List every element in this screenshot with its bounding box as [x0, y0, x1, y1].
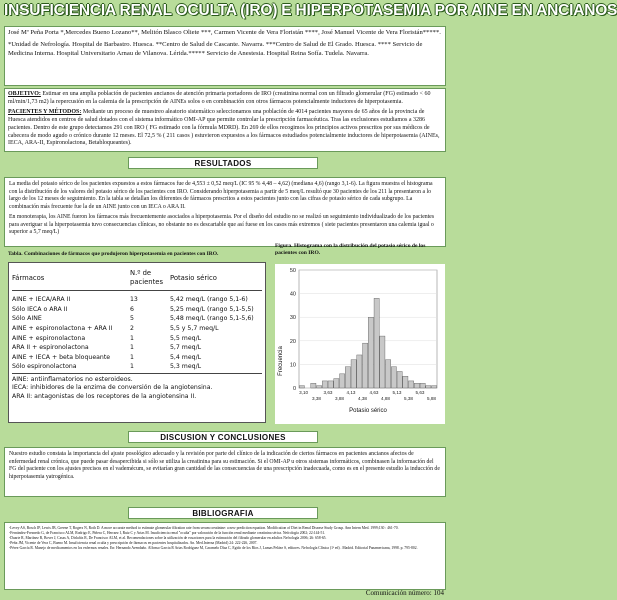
authors-box [4, 26, 446, 86]
y-tick-label: 10 [289, 362, 296, 369]
reference-item: -Peña JM, Vicente de Vera C, Bueno M. Insuficiencia renal oculta y prescripción de fármacos en pacientes hospitalizados. An. Med.Interna (Madrid) 24: 222-226, 2007. [9, 540, 258, 545]
histogram-bar [391, 367, 396, 388]
metodos-paragraph [8, 109, 442, 149]
discusion-text: Nuestro estudio constata la importancia del ajuste posológico adecuado y la revisión por parte del clínico de la indicación de ciertos fármacos en pacientes ancianos afectos de enfermedad renal crónica, que puede pasar desapercibida si sólo se utiliza la creatinina para su estimación. Si el OMI-AP u otros sistemas informáticos, combinasen la información del FG del paciente con los ajustes precisos en el vademécum, se evitarían gran cantidad de las consecuencias de una prescripción inadecuada, como es en el presente estudio la inducción de hiperpotasemia yatrogénica. [9, 451, 440, 480]
table-header-pacientes: N.º de pacientes [130, 269, 163, 286]
table-caption: Tabla. Combinaciones de fármacos que produjeron hiperpotasemia en pacientes con IRO. [8, 251, 219, 257]
table-row [12, 324, 262, 334]
table-note: AINE: antiinflamatorios no esteroideos. [12, 375, 133, 383]
table-cell: 5,5 meq/L [170, 334, 202, 342]
figure-caption: Figura. Histograma con la distribución del potasio sérico de los pacientes con IRO. [275, 243, 426, 257]
histogram-bar [363, 343, 368, 388]
table-note: ARA II: antagonistas de los receptores de la angiotensina II. [12, 392, 197, 400]
table-divider [12, 372, 262, 374]
x-tick-label: 4,88 [381, 396, 390, 401]
table-row [12, 362, 262, 372]
bibliografia-box [4, 522, 446, 590]
poster-title: INSUFICIENCIA RENAL OCULTA (IRO) E HIPERPOTASEMIA POR AINE EN ANCIANOS [4, 2, 617, 19]
x-tick-label: 5,63 [415, 390, 425, 395]
histogram-bar [340, 374, 345, 388]
histogram-bar [322, 381, 327, 388]
histogram-bar [328, 381, 333, 388]
y-tick-label: 0 [292, 386, 296, 392]
table-row [12, 295, 262, 305]
metodos-label: PACIENTES Y MÉTODOS: [8, 108, 82, 115]
histogram-bar [357, 355, 362, 388]
histogram-bar [414, 383, 419, 388]
table-cell: 1 [130, 344, 134, 352]
comunicacion-number: Comunicación número: 104 [365, 589, 444, 597]
table-cell: 5,4 meq/L [170, 353, 202, 361]
histogram-bar [397, 371, 402, 388]
table-cell: 5,7 meq/L [170, 344, 202, 352]
reference-item: -Levey AS, Bosch JP, Lewis JB, Greene T, Rogers N, Roth D. A more accurate method to estimate glomerular filtration rate from serum creatinine: a new prediction equation. Modification of Diet in Renal Disease Study Group. Ann Intern Med. 1999;130 : 461-70. [9, 526, 399, 530]
objetivo-paragraph [8, 91, 442, 107]
resultados-heading: RESULTADOS [128, 157, 318, 169]
table-cell: 1 [130, 363, 134, 371]
table-cell: 13 [130, 296, 138, 304]
x-tick-label: 4,63 [369, 390, 379, 395]
x-tick-label: 3,10 [299, 390, 309, 395]
table-cell: 1 [130, 353, 134, 361]
x-tick-label: 5,13 [392, 390, 402, 395]
x-tick-label: 4,13 [346, 390, 356, 395]
histogram-bar [432, 386, 437, 388]
histogram-bar [426, 386, 431, 388]
x-tick-label: 3,88 [335, 396, 344, 401]
table-cell: AINE + espironolactona + ARA II [12, 325, 113, 333]
objetivo-text: Estimar en una amplia población de pacientes ancianos de atención primaria portadores de IRO (creatinina normal con un filtrado glomerular (FG) estimado < 60 ml/min/1,73 m2) la repercusión en la calemia de la prescripción de AINEs solos o en combinación con otros fármacos potencialmente inductores de hiperpotasemia. [8, 91, 431, 105]
resultados-box [4, 177, 446, 247]
table-row [12, 343, 262, 353]
reference-item: -Pérez-García R. Manejo de medicamentos en los enfermos renales. En: Hernando Avendaño. Alfonso Garcia R Arias Rodríguez M, Caramelo Díaz C, Egido de los Ríos J, Lamas Peláez S, editores. Nefrología Clínica (1ª ed) . Madrid. Editorial Panamericana, 1998. p. 795-802. [9, 545, 418, 550]
table-cell: ARA II + espironolactona [12, 344, 89, 352]
histogram-bar [380, 336, 385, 388]
table-cell: 5,25 meq/L (rango 5,1-5,5) [170, 305, 254, 313]
table-row [12, 305, 262, 315]
y-tick-label: 40 [289, 291, 296, 298]
table-row [12, 333, 262, 343]
histogram-chart [275, 264, 445, 424]
table-cell: 1 [130, 334, 134, 342]
histogram-bar [351, 360, 356, 388]
histogram-bar [368, 317, 373, 388]
histogram-bar [317, 386, 322, 388]
table-row [12, 353, 262, 363]
discusion-heading: DISCUSION Y CONCLUSIONES [128, 431, 318, 443]
histogram-bar [374, 298, 379, 388]
table-cell: 2 [130, 325, 134, 333]
x-tick-label: 5,38 [404, 396, 413, 401]
discusion-box [4, 447, 446, 497]
resultados-paragraph-2: En monoterapia, los AINE fueron los fármacos más frecuentemente asociados a hiperpotasemia. Por el diseño del estudio no se realizó un seguimiento individualizado de los pacientes para averiguar si la hiperpotasemia tuvo consecuencias clínicas, no obstante no es descartable que así fuese en los casos más extremos ( siete pacientes presentaron una calemia igual o superior a 5,7 meq/L) [9, 214, 435, 236]
x-tick-label: 3,63 [323, 390, 333, 395]
table-header-potasio: Potasio sérico [170, 273, 217, 282]
histogram-bar [334, 379, 339, 388]
metodos-text: Mediante un proceso de muestreo aleatorio sistemático seleccionamos una población de 4014 pacientes mayores de 65 años de la provincia de Huesca atendidos en centros de salud dotados con el sistema informático OMI-AP que permite controlar la prescripción farmacéutica. Tras las exclusiones estudiamos a 3286 pacientes. Dentro de este grupo detectamos 291 con IRO ( FG estimado con la fórmula MDRD). En 269 de ellos recogimos los principios activos prescritos por sus médicos de cabecera de modo agudo o crónico durante 12 meses. El 72,5 % ( 211 casos ) estuvieron expuestos a los fármacos estudiados potencialmente inductores de hiperpotasemia (AINEs, IECA, ARA-II, Espironolactona, Betabloqueantes). [8, 108, 440, 147]
reference-item: -Duarte R, Martínez R, Bover J, Casas A, Dirlaftis R, De Francisco ALM, et al. Recomendaciones sobre la utilización de ecuaciones para la estimación del filtrado glomerular en adultos Nefrología 2006; 26: 658-65. [9, 535, 327, 540]
table-cell: 5,42 meq/L (rango 5,1-6) [170, 296, 248, 304]
bibliografia-heading: BIBLIOGRAFIA [128, 507, 318, 519]
plot-area [299, 270, 437, 388]
table-header-row [12, 265, 262, 291]
histogram-bar [345, 367, 350, 388]
histogram-bar [420, 383, 425, 388]
table-cell: AINE + IECA + beta bloqueante [12, 353, 111, 361]
table-cell: Sólo AINE [12, 315, 42, 323]
resultados-paragraph-1: La media del potasio sérico de los pacientes expuestos a estos fármacos fue de 4,553 ± 0,52 meq/L (IC 95 % 4,48 – 4,62) (mediana 4,6) (rango 3,1-6). La figura muestra el histograma con la distribución de los valores del potasio sérico de los pacientes con IRO. Considerando hiperpotasemia a partir de 5 meq/L resultó que 30 pacientes de los 211 la presentaron a lo largo de los 12 meses de seguimiento. En la tabla se detallan los diferentes de fármacos prescritos a estos pacientes junto con las cifras de potasio sérico de cada subgrupo. La combinación más frecuente fue la de un AINE junto con un IECA o ARA II. [9, 181, 433, 210]
table-header-farmacos: Fármacos [12, 273, 45, 282]
y-tick-label: 50 [289, 268, 296, 274]
histogram-bar [386, 360, 391, 388]
table-cell: 5,5 y 5,7 meq/L [170, 325, 219, 333]
author-affiliations: *Unidad de Nefrología. Hospital de Barbastro. Huesca. **Centro de Salud de Cascante. Navarra. ***Centro de Salud de El Grado. Huesca. **** Servicio de Medicina Interna. Hospital Universitario Arnau de Vilanova. Lérida.***** Servicio de Anestesia. Hospital Reina Sofía. Tudela. Navarra. [8, 41, 423, 57]
objetivo-box [4, 88, 446, 152]
y-axis-label: Frecuencia [278, 346, 284, 376]
table-cell: 5,48 meq/L (rango 5,1-5,6) [170, 315, 254, 323]
objetivo-label: OBJETIVO: [8, 91, 41, 97]
drug-combination-table [8, 262, 266, 423]
table-cell: AINE + IECA/ARA II [12, 296, 71, 304]
histogram-bar [299, 386, 304, 388]
table-cell: AINE + espironolactona [12, 334, 86, 342]
author-names: José Mª Peña Porta *,Mercedes Bueno Lozano**, Melitón Blasco Oliete ***, Carmen Vicente de Vera Floristán ****, José Manuel Vicente de Vera Floristán*****. [8, 29, 441, 36]
histogram-bar [403, 376, 408, 388]
x-tick-label: 4,38 [358, 396, 367, 401]
table-cell: Sólo IECA o ARA II [12, 305, 68, 313]
table-note: IECA: inhibidores de la enzima de conversión de la angiotensina. [12, 384, 213, 392]
y-tick-label: 20 [289, 338, 296, 345]
histogram-bar [311, 383, 316, 388]
x-tick-label: 5,88 [427, 396, 436, 401]
reference-item: -Fernández-Fresnedo G, de Francisco ALM, Rodrigo E, Piñera C, Herraez I, Ruiz C y Arias M. Insuficiencia renal "oculta" por valoración de la función renal mediante creatinina sérica. Nefrología 2002; 22:144-51. [9, 530, 326, 535]
table-cell: 5 [130, 315, 134, 323]
x-axis-label: Potasio sérico [349, 408, 387, 414]
table-cell: Sólo espironolactona [12, 363, 77, 371]
table-row [12, 314, 262, 324]
histogram-bar [409, 381, 414, 388]
histogram-svg [275, 264, 445, 424]
table-cell: 5,3 meq/L [170, 363, 202, 371]
table-cell: 6 [130, 305, 134, 313]
y-tick-label: 30 [289, 315, 296, 322]
x-tick-label: 3,38 [312, 396, 321, 401]
